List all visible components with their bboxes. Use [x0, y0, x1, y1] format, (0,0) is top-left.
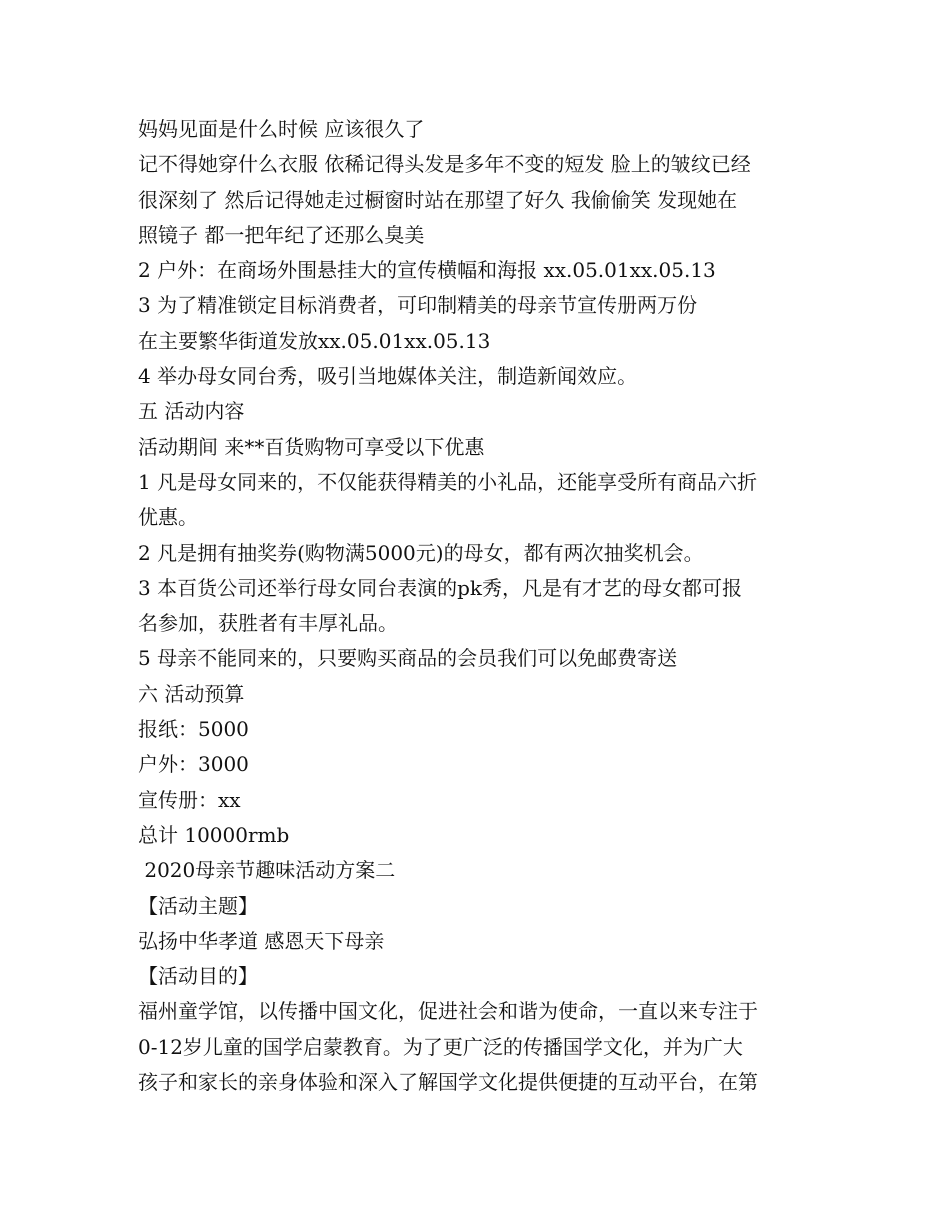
text-line: 五 活动内容	[138, 399, 245, 424]
text-line: 2020母亲节趣味活动方案二	[138, 858, 396, 883]
text-line: 3 本百货公司还举行母女同台表演的pk秀，凡是有才艺的母女都可报	[138, 575, 743, 600]
text-line: 活动期间 来**百货购物可享受以下优惠	[138, 434, 485, 459]
text-line: 户外：3000	[138, 752, 249, 777]
text-line: 报纸：5000	[138, 717, 249, 742]
text-line: 照镜子 都一把年纪了还那么臭美	[138, 222, 425, 247]
text-line: 宣传册：xx	[138, 787, 241, 812]
text-line: 2 凡是拥有抽奖券(购物满5000元)的母女，都有两次抽奖机会。	[138, 540, 704, 565]
text-line: 在主要繁华街道发放xx.05.01xx.05.13	[138, 328, 491, 353]
text-line: 【活动主题】	[138, 893, 258, 918]
text-line: 弘扬中华孝道 感恩天下母亲	[138, 928, 385, 953]
text-line: 六 活动预算	[138, 681, 245, 706]
text-line: 【活动目的】	[138, 964, 258, 989]
text-line: 福州童学馆，以传播中国文化，促进社会和谐为使命，一直以来专注于	[138, 999, 758, 1024]
text-line: 3 为了精准锁定目标消费者，可印制精美的母亲节宣传册两万份	[138, 293, 698, 318]
text-line: 总计 10000rmb	[138, 822, 290, 847]
text-line: 1 凡是母女同来的，不仅能获得精美的小礼品，还能享受所有商品六折	[138, 469, 758, 494]
text-line: 妈妈见面是什么时候 应该很久了	[138, 117, 425, 141]
text-line: 4 举办母女同台秀，吸引当地媒体关注，制造新闻效应。	[138, 364, 638, 389]
text-line: 孩子和家长的亲身体验和深入了解国学文化提供便捷的互动平台，在第	[138, 1070, 758, 1095]
text-line: 名参加，获胜者有丰厚礼品。	[138, 611, 398, 636]
text-line: 5 母亲不能同来的，只要购买商品的会员我们可以免邮费寄送	[138, 646, 678, 671]
text-line: 2 户外：在商场外围悬挂大的宣传横幅和海报 xx.05.01xx.05.13	[138, 258, 716, 283]
text-line: 0-12岁儿童的国学启蒙教育。为了更广泛的传播国学文化，并为广大	[138, 1034, 743, 1059]
text-line: 记不得她穿什么衣服 依稀记得头发是多年不变的短发 脸上的皱纹已经	[138, 152, 751, 177]
text-line: 很深刻了 然后记得她走过橱窗时站在那望了好久 我偷偷笑 发现她在	[138, 187, 738, 212]
document-body	[138, 112, 818, 1100]
text-line: 优惠。	[138, 505, 198, 530]
